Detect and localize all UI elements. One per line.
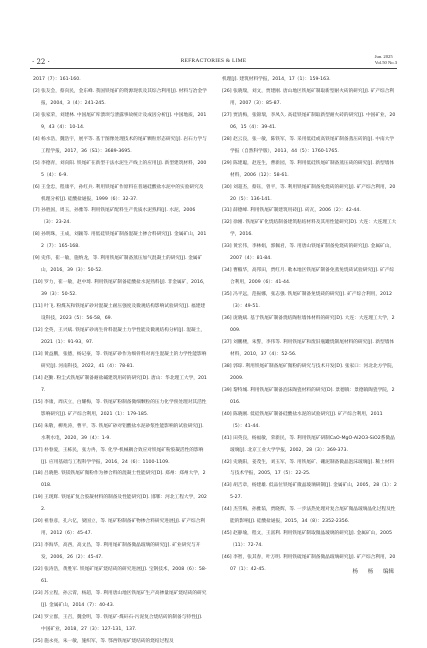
reference-entry: [5] 李德青，刘向阳. 铁尾矿在新型干法水泥生产线上的应用[J]. 新型建筑材料，2005（4）：6-9. (33, 160, 207, 178)
reference-entry: [25] 施永亮，朱一敏，施织军，等. 鄂西铁尾矿烧结砖的烧结过程及 (33, 638, 174, 644)
reference-entry: [8] 孙明珠，王成，刘颖等. 用低硅铁尾矿制备混凝土掺合料研究[J]. 金属矿山，2012（7）：165-168. (33, 232, 207, 250)
reference-entry: [42] 史晓阳，姜茂生，刘玉军，等. 用铁尾矿、硼泥制备微晶泡沫玻璃[J]. 稀土材料与技术学报，2005，17（5）：22-25. (222, 459, 395, 477)
reference-entry: [46] 李智，张其春，叶万明. 利用铁硫尾矿制备微晶玻璃研究[J]. 矿产综合利用，2007（1）：42-45. (222, 555, 396, 573)
reference-entry: [31] 薛德峰. 利用铁尾矿制建筑用砖[J]. 砖瓦，2006（2）：42-44. (222, 208, 361, 214)
reference-entry: [26] 张晓瑞，刘文，贾建刚. 唐山地区铁尾矿制取新型耐火砖的研究[J]. 矿产综合利用，2007（3）：85-87. (222, 88, 395, 106)
reference-entry: [3] 张家荣，刘建林. 中国尾矿库溃坝与泄露事故统计及成因分析[J]. 中国地质，2019，43（4）：10-14. (33, 112, 207, 130)
reference-entry: [24] 罗立群，王召，魏金明，等. 铁尾矿-煤矸石-污泥复合烧结砖的制备与特性[J]. 中国矿业，2018，27（3）：127-131，137. (33, 614, 203, 632)
reference-entry: [10] 罗力，崔一敏，赵中琦. 利用铁尾矿制备硅酸盐水泥熟料[J]. 非金属矿，2016，39（3）：50-52. (33, 280, 208, 298)
reference-entry: [33] 黄宏伟，李林娟，郭佩君，等. 用唐山铁尾矿制备免烧砖的研究[J]. 金属矿山，2007（4）：81-84. (222, 244, 395, 262)
editor-credit: 杨 杨 编辑 (352, 569, 394, 575)
reference-entry: [22] 张涛浩，黄胜军. 铁尾矿尾矿烧结砖的研究进展[J]. 宝钢技术，2008（6）：58-61. (33, 567, 207, 585)
reference-entry: [32] 徐刚. 铁尾矿矿化烧结制备建筑粘结材料及其用性能研究[D]. 大连：大连理工大学，2016. (222, 220, 397, 238)
reference-entry: [34] 曹椒华，高邦田，贾红月. 歌本地区铁尾矿制备免蒸免烧砖试验研究[J]. 矿产综合利用，2009（6）：41-44. (222, 268, 395, 286)
reference-entry: [17] 朴春爱，王栋民，张力冉，等. 化学-机械耦合效应对铁尾矿粉胶凝活性的影响[J]. 应用基础与工程科学学报，2016，24（6）：1100-1109. (33, 447, 204, 465)
reference-entry: [45] 赵静瑜，程文，王富利. 利用铁尾矿制取微晶玻璃的研究[J]. 金属矿山，2005（11）：72-74. (222, 531, 392, 549)
reference-entry: [12] 全英，王兴斌. 铁尾矿砂再生骨料混凝土力学性能及微观结构分析[J]. 混凝土，2021（1）：91-93，97. (33, 328, 206, 345)
page-header (0, 0, 427, 70)
reference-entry: [4] 杨水浩，魏浩宇，展平等. 基于图像处理技术的尾矿颗粒形态研究[J]. 岩石力学与工程学报，2017，36（S1）：3689-3695. (33, 136, 207, 154)
reference-entry: [23] 苏立程，孙云霄，杨超，等. 利用唐山地区铁尾矿生产高掺量尾矿烧结砖的研究[J]. 金属矿山，2014（7）：40-43. (33, 590, 207, 608)
references-left-column (33, 74, 208, 648)
reference-entry: [7] 孙胜国，周玉，孙雅等. 利用铁尾矿配料生产优质水泥熟料[J]. 水泥，2006（3）：23-24. (33, 208, 196, 226)
reference-entry: [27] 贾清梅，张锦瑞，李凤久. 高硅铁尾矿制取新型耐火砖的研究[J]. 中国矿业，2006，15（4）：39-41. (222, 112, 396, 130)
reference-entry: [39] 黎特城. 利用铁尾矿制备泡沫陶瓷材料的研究[D]. 景德镇：景德镇陶瓷学院，2016. (222, 387, 395, 405)
reference-entry: [9] 史伟，崔一敏，施纳龙，等. 利用铁尾矿制备蒸压加气混凝土的研究[J]. 金属矿山，2016，39（3）：50-52. (33, 256, 203, 274)
reference-entry: 机理[J]. 建筑材料学报，2014，17（1）：159-163. (222, 77, 331, 82)
reference-entry: [37] 刘鹏楼，朱警，李伟等. 利用铁尾矿和废旧瓶罐烧制尾材料的研究[J]. 新型墙体材料，2010，37（4）：52-56. (222, 339, 395, 357)
reference-entry: [20] 祖春彦，孔六亿，梁国立，等. 尾矿粉制备矿物掺合料研究进展[J]. 矿产综合利用，2012（6）：45-47. (33, 519, 206, 537)
reference-entry: [6] 王金忠，程康平，孙红兵. 利用铁尾矿作原料在普通硅酸盐水泥中的实验研究及机理分析[J]. 硅酸盐通报，1999（6）：32-37. (33, 184, 204, 202)
reference-entry: [41] 田英良，杨福敏，荣新民，等. 利用铁尾矿研制CaO-MgO-Al2O3-SiO2系微晶玻璃[J]. 北京工业大学学报，2002，28（3）：369-373. (222, 435, 395, 453)
issue-date: Jun. 2025 (374, 54, 393, 59)
reference-entry: [38] 郭琼. 利用铁尾矿制备尾矿微粉的研究与技术开发[D]. 张家口：河北北方学院，2009. (222, 363, 397, 381)
issue-volume: Vol.50 No.3 (374, 59, 397, 65)
reference-entry: [13] 黄益鹏，张德，杨记豪，等. 铁尾矿砂作为细骨料对再生混凝土的力学性能影响研究[J]. 河南科技，2022，41（4）：78-81. (33, 351, 207, 369)
reference-entry: [16] 朱敬，柳兆涛，曹平，等. 铁尾矿砂对铝酸盐水泥砂浆性能影响的试验研究[J]. 水利水电，2020，39（4）：1-9. (33, 423, 204, 441)
reference-entry: [44] 杰雪梅，孙雅茹，贾晓辉，等. 一步法热处理对复合尾矿微晶玻璃晶化过程及性能的影响[J]. 硅酸盐通报，2015，34（8）：2352-2356. (222, 507, 396, 525)
header-rule (30, 68, 397, 69)
reference-entry: [35] 冯平远，范振娜，张志强. 铁尾矿制备免烧砖的研究[J]. 矿产综合利用，2012（3）：49-51. (222, 292, 392, 310)
reference-entry: [15] 李康，周庆立，白耀梅，等. 铁尾矿粉制备微细颗粒的压力化学预处理对其活性影响研究[J]. 矿产综合利用，2021（1）：179-185. (33, 399, 207, 417)
reference-entry: [21] 李海华，高西，高文昌，等. 利用尾矿制备微晶玻璃的研究[J]. 矿业研究与开发，2006，26（2）：45-47. (33, 543, 201, 561)
reference-entry: [14] 赵勤. 粉尘式铁尾矿制备耐盐碱建筑用砖的研究[D]. 唐山：华北理工大学，2017. (33, 375, 207, 393)
reference-entry: [19] 王现辉. 铁尾矿复合胶凝材料的制备及性能研究[D]. 邯郸：河北工程大学，2022. (33, 495, 207, 513)
reference-entry: 2017（7）：161-160. (33, 77, 81, 82)
reference-entry: [30] 刘超杰，蔡钰，曾平，等. 利用铁尾矿制备免烧砖的研究[J]. 矿产综合利用，2020（5）：136-141. (222, 184, 396, 202)
reference-entry: [36] 庞晓斌. 基于铁尾矿制备烧结陶粒墙体材料的研究[D]. 大连：大连理工大学，2009. (222, 316, 395, 334)
reference-entry: [28] 赵云良，张一敏，陈铁军，等. 采用低硅或高铁尾矿制备蒸压砖的[J]. 中南大学学报（自然科学版），2013，44（5）：1760-1765. (222, 136, 395, 154)
reference-entry: [43] 胡吉章，杨建雄. 低品位铁尾矿微晶玻璃研制[J]. 金属矿山，2005，28（1）：25-27. (222, 483, 397, 501)
references-right-column (222, 74, 397, 576)
reference-entry: [2] 张友会，蔡向民，金东峰. 我国铁尾矿的资源现状及其综合利用[J]. 材料与冶金学报，2004，3（4）：241-245. (33, 88, 207, 106)
reference-entry: [29] 陈建聪，赵连生，曹新园，等. 利用低硅铁尾矿制备蒸压砖的研究[J]. 新型墙体材料，2006（12）：58-61. (222, 160, 395, 178)
reference-entry: [18] 吕晓艳. 铁镁铁尾矿微粉作为掺合料的混凝土性能研究[D]. 郑州：郑州大学，2018. (33, 471, 206, 489)
page-number: · 22 · (32, 58, 50, 66)
reference-entry: [11] 叶飞. 粉煤灰和铁尾矿砂对混凝土耐压强度及微观结构影响试验研究[J]. 福建建设科技，2023（5）：56-58，69. (33, 304, 206, 322)
reference-entry: [40] 陈晓刚. 低硅铁尾矿制备硅酸盐水泥的试验研究[J]. 矿产综合利用，2011（5）：41-44. (222, 411, 383, 429)
issue-info (375, 54, 397, 65)
journal-title: REFRACTORIES & LIME (180, 58, 247, 64)
